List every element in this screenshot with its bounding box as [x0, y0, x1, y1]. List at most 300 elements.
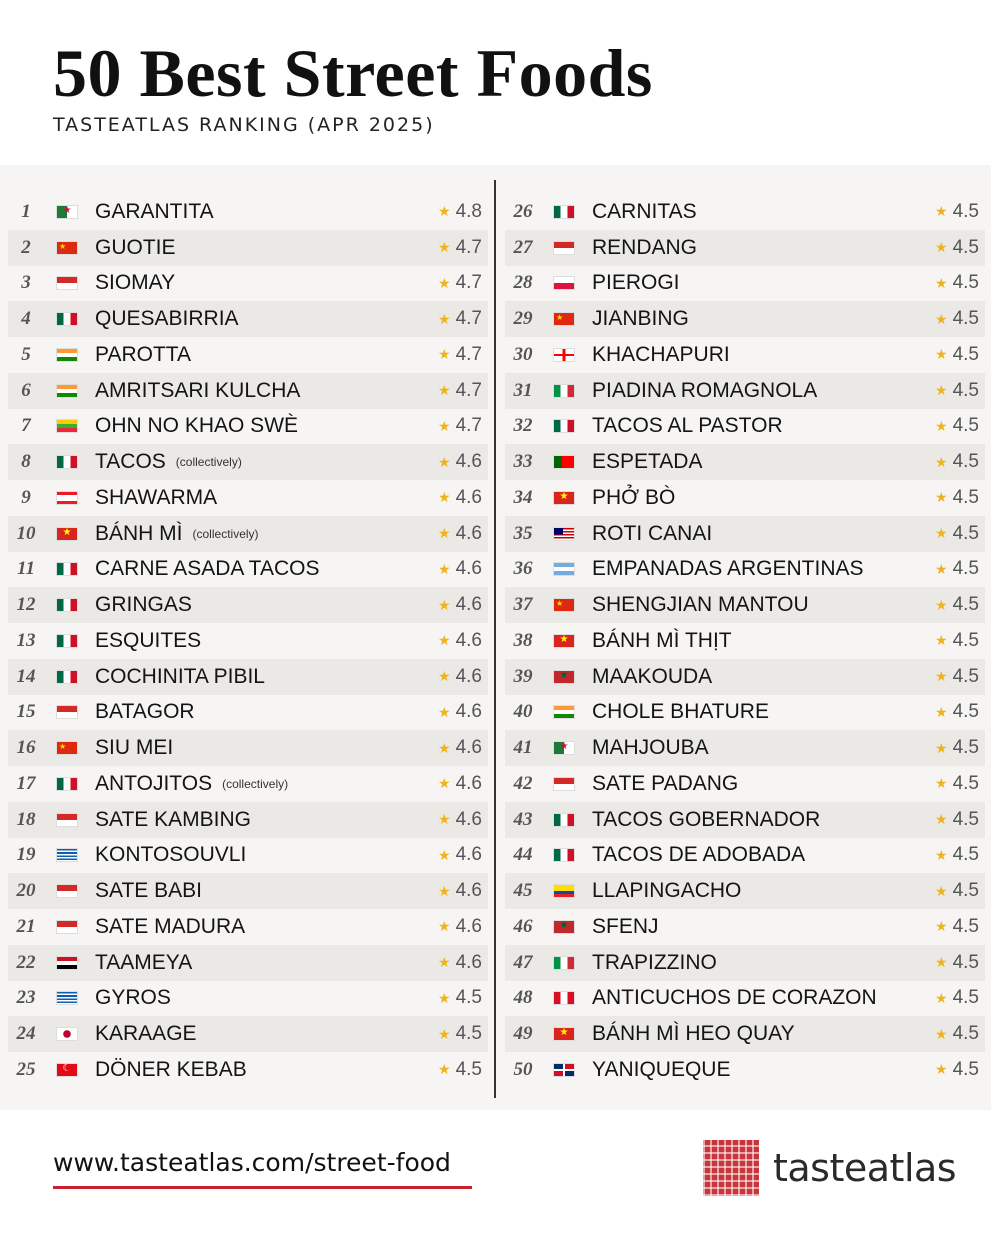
star-icon: ★ — [438, 739, 451, 756]
food-name: SATE BABI — [95, 879, 202, 903]
food-name: BATAGOR — [95, 700, 195, 724]
ranking-row — [8, 766, 488, 802]
rating — [935, 373, 979, 409]
ranking-row — [8, 838, 488, 874]
vietnam-flag: ★ — [56, 527, 78, 541]
rating — [438, 1016, 482, 1052]
star-icon: ★ — [438, 274, 451, 291]
star-icon: ★ — [438, 560, 451, 577]
rating — [438, 373, 482, 409]
rank-number: 45 — [513, 880, 533, 902]
rank-number: 28 — [513, 272, 533, 294]
rank-number: 11 — [17, 558, 35, 580]
brand-logo[interactable] — [703, 1140, 956, 1196]
rating-value: 4.5 — [952, 272, 979, 294]
food-name: TACOS DE ADOBADA — [592, 843, 806, 867]
indonesia-flag — [56, 920, 78, 934]
rank-number: 26 — [513, 200, 533, 222]
star-icon: ★ — [935, 310, 948, 327]
mexico-flag — [56, 777, 78, 791]
ranking-row — [8, 409, 488, 445]
rating-value: 4.7 — [455, 343, 482, 365]
mexico-flag — [56, 455, 78, 469]
rating-value: 4.5 — [952, 200, 979, 222]
food-name: KHACHAPURI — [592, 342, 730, 366]
star-icon: ★ — [935, 918, 948, 935]
indonesia-flag — [553, 777, 575, 791]
rank-number: 37 — [513, 594, 533, 616]
rating-value: 4.7 — [455, 272, 482, 294]
myanmar-flag — [56, 419, 78, 433]
china-flag: ★ — [56, 241, 78, 255]
china-flag: ★ — [553, 312, 575, 326]
food-name: CHOLE BHATURE — [592, 700, 769, 724]
rating-value: 4.6 — [455, 629, 482, 651]
rank-number: 34 — [513, 486, 533, 508]
rating-value: 4.5 — [952, 379, 979, 401]
algeria-flag: ★ — [553, 741, 575, 755]
ranking-column-right — [505, 194, 985, 1088]
star-icon: ★ — [935, 382, 948, 399]
star-icon: ★ — [935, 703, 948, 720]
star-icon: ★ — [438, 775, 451, 792]
rating — [438, 766, 482, 802]
rank-number: 23 — [16, 987, 36, 1009]
morocco-flag: ★ — [553, 670, 575, 684]
rating-value: 4.6 — [455, 558, 482, 580]
malaysia-flag — [553, 527, 575, 541]
food-name: AMRITSARI KULCHA — [95, 378, 301, 402]
india-flag — [56, 384, 78, 398]
georgia-flag — [553, 348, 575, 362]
ranking-row — [505, 552, 985, 588]
food-name: CARNE ASADA TACOS — [95, 557, 320, 581]
food-name: ROTI CANAI — [592, 521, 713, 545]
vietnam-flag: ★ — [553, 1027, 575, 1041]
rating — [438, 981, 482, 1017]
rating-value: 4.5 — [952, 880, 979, 902]
rating-value: 4.5 — [952, 987, 979, 1009]
ranking-column-left — [8, 194, 488, 1088]
rank-number: 8 — [21, 451, 31, 473]
star-icon: ★ — [935, 1025, 948, 1042]
vietnam-flag: ★ — [553, 634, 575, 648]
food-name: GUOTIE — [95, 235, 176, 259]
star-icon: ★ — [935, 811, 948, 828]
rank-number: 49 — [513, 1023, 533, 1045]
star-icon: ★ — [438, 811, 451, 828]
italy-flag — [553, 384, 575, 398]
rating — [935, 873, 979, 909]
rating — [438, 266, 482, 302]
star-icon: ★ — [935, 203, 948, 220]
rank-number: 31 — [513, 379, 533, 401]
indonesia-flag — [56, 276, 78, 290]
star-icon: ★ — [438, 382, 451, 399]
star-icon: ★ — [935, 846, 948, 863]
food-name: JIANBING — [592, 307, 689, 331]
rating — [935, 266, 979, 302]
rating — [935, 516, 979, 552]
rating — [438, 301, 482, 337]
peru-flag — [553, 991, 575, 1005]
star-icon: ★ — [935, 560, 948, 577]
star-icon: ★ — [935, 346, 948, 363]
star-icon: ★ — [438, 203, 451, 220]
star-icon: ★ — [438, 703, 451, 720]
indonesia-flag — [553, 241, 575, 255]
rating — [935, 1016, 979, 1052]
food-name: TACOS AL PASTOR — [592, 414, 783, 438]
rating — [935, 444, 979, 480]
star-icon: ★ — [438, 596, 451, 613]
rank-number: 19 — [16, 844, 36, 866]
rating — [438, 409, 482, 445]
ranking-row — [8, 730, 488, 766]
rating-value: 4.5 — [952, 1058, 979, 1080]
mexico-flag — [56, 562, 78, 576]
rating — [935, 802, 979, 838]
food-name: LLAPINGACHO — [592, 879, 742, 903]
rating-value: 4.6 — [455, 772, 482, 794]
ranking-row — [505, 909, 985, 945]
rating-value: 4.5 — [455, 987, 482, 1009]
rating-value: 4.5 — [952, 951, 979, 973]
ranking-row — [505, 945, 985, 981]
rank-number: 42 — [513, 772, 533, 794]
food-name: QUESABIRRIA — [95, 307, 239, 331]
food-name: BÁNH MÌ THỊT — [592, 628, 732, 652]
star-icon: ★ — [935, 668, 948, 685]
star-icon: ★ — [438, 989, 451, 1006]
rating — [438, 695, 482, 731]
rating — [438, 337, 482, 373]
ranking-row — [505, 480, 985, 516]
rating-value: 4.5 — [952, 415, 979, 437]
ranking-row — [8, 587, 488, 623]
rank-number: 17 — [16, 772, 36, 794]
ranking-row — [8, 981, 488, 1017]
rank-number: 4 — [21, 308, 31, 330]
rating-value: 4.5 — [952, 701, 979, 723]
star-icon: ★ — [438, 453, 451, 470]
ranking-row — [505, 337, 985, 373]
mexico-flag — [56, 598, 78, 612]
rating-value: 4.6 — [455, 701, 482, 723]
mexico-flag — [553, 419, 575, 433]
rank-number: 3 — [21, 272, 31, 294]
indonesia-flag — [56, 884, 78, 898]
ranking-row — [8, 1052, 488, 1088]
rank-number: 35 — [513, 522, 533, 544]
greece-flag — [56, 991, 78, 1005]
egypt-flag — [56, 956, 78, 970]
lebanon-flag — [56, 491, 78, 505]
ranking-row — [505, 695, 985, 731]
rating-value: 4.6 — [455, 880, 482, 902]
column-divider — [494, 180, 496, 1098]
star-icon: ★ — [438, 489, 451, 506]
ranking-row — [505, 373, 985, 409]
ranking-row — [8, 194, 488, 230]
rating-value: 4.6 — [455, 844, 482, 866]
rating-value: 4.5 — [952, 915, 979, 937]
rating — [935, 659, 979, 695]
ranking-row — [8, 480, 488, 516]
rank-number: 46 — [513, 915, 533, 937]
rank-number: 27 — [513, 236, 533, 258]
rating — [935, 1052, 979, 1088]
ranking-row — [8, 1016, 488, 1052]
food-name: MAHJOUBA — [592, 736, 709, 760]
food-name: KONTOSOUVLI — [95, 843, 247, 867]
ranking-row — [505, 802, 985, 838]
rank-number: 30 — [513, 343, 533, 365]
rating-value: 4.6 — [455, 951, 482, 973]
ranking-row — [505, 230, 985, 266]
rating-value: 4.7 — [455, 379, 482, 401]
italy-flag — [553, 956, 575, 970]
food-name: RENDANG — [592, 235, 698, 259]
rating — [935, 730, 979, 766]
rating-value: 4.5 — [455, 1058, 482, 1080]
portugal-flag — [553, 455, 575, 469]
rating-value: 4.7 — [455, 415, 482, 437]
food-name: YANIQUEQUE — [592, 1057, 731, 1081]
rating — [438, 516, 482, 552]
rank-number: 9 — [21, 486, 31, 508]
rating — [438, 1052, 482, 1088]
star-icon: ★ — [935, 417, 948, 434]
rank-number: 2 — [21, 236, 31, 258]
ranking-row — [505, 409, 985, 445]
ranking-row — [8, 695, 488, 731]
rank-number: 41 — [513, 737, 533, 759]
tasteatlas-logo-icon — [703, 1140, 759, 1196]
rating — [935, 409, 979, 445]
china-flag: ★ — [553, 598, 575, 612]
rating — [438, 659, 482, 695]
star-icon: ★ — [935, 1061, 948, 1078]
ranking-row — [8, 659, 488, 695]
greece-flag — [56, 848, 78, 862]
ranking-row — [505, 1052, 985, 1088]
rating-value: 4.5 — [952, 558, 979, 580]
ranking-row — [505, 587, 985, 623]
rating — [438, 480, 482, 516]
rank-number: 22 — [16, 951, 36, 973]
rating-value: 4.5 — [952, 665, 979, 687]
footer-underline — [53, 1186, 472, 1189]
ranking-row — [8, 266, 488, 302]
food-name: TACOS GOBERNADOR — [592, 807, 821, 831]
rating-value: 4.7 — [455, 236, 482, 258]
food-name: SATE KAMBING — [95, 807, 251, 831]
food-name: SHAWARMA — [95, 485, 218, 509]
rating-value: 4.5 — [952, 772, 979, 794]
rank-number: 18 — [16, 808, 36, 830]
star-icon: ★ — [438, 346, 451, 363]
china-flag: ★ — [56, 741, 78, 755]
ranking-row — [8, 873, 488, 909]
rank-number: 24 — [16, 1023, 36, 1045]
mexico-flag — [553, 813, 575, 827]
rating-value: 4.5 — [455, 1023, 482, 1045]
ranking-row — [505, 766, 985, 802]
rating — [935, 337, 979, 373]
rating-value: 4.6 — [455, 737, 482, 759]
rank-number: 25 — [16, 1058, 36, 1080]
rating — [438, 838, 482, 874]
ranking-row — [505, 730, 985, 766]
ecuador-flag — [553, 884, 575, 898]
rating-value: 4.6 — [455, 594, 482, 616]
ranking-row — [505, 516, 985, 552]
food-name: KARAAGE — [95, 1022, 197, 1046]
rating-value: 4.5 — [952, 1023, 979, 1045]
star-icon: ★ — [438, 310, 451, 327]
rank-number: 14 — [16, 665, 36, 687]
rating-value: 4.5 — [952, 451, 979, 473]
ranking-row — [8, 337, 488, 373]
rating — [935, 552, 979, 588]
rating — [935, 194, 979, 230]
rating-value: 4.5 — [952, 486, 979, 508]
rating-value: 4.6 — [455, 522, 482, 544]
food-name: CARNITAS — [592, 199, 697, 223]
rating-value: 4.8 — [455, 200, 482, 222]
food-name: SIOMAY — [95, 271, 176, 295]
ranking-row — [8, 945, 488, 981]
ranking-row — [8, 802, 488, 838]
rating-value: 4.6 — [455, 451, 482, 473]
rating-value: 4.5 — [952, 737, 979, 759]
rating — [935, 766, 979, 802]
rank-number: 5 — [21, 343, 31, 365]
footer-url-link[interactable]: www.tasteatlas.com/street-food — [53, 1148, 451, 1177]
ranking-row — [505, 659, 985, 695]
rank-number: 36 — [513, 558, 533, 580]
food-note: (collectively) — [222, 776, 289, 791]
ranking-row — [505, 444, 985, 480]
rank-number: 13 — [16, 629, 36, 651]
dominican-republic-flag — [553, 1063, 575, 1077]
rating-value: 4.5 — [952, 629, 979, 651]
rating — [935, 909, 979, 945]
star-icon: ★ — [438, 632, 451, 649]
rank-number: 1 — [21, 200, 31, 222]
rating — [438, 587, 482, 623]
rating — [935, 838, 979, 874]
vietnam-flag: ★ — [553, 491, 575, 505]
star-icon: ★ — [935, 274, 948, 291]
rank-number: 7 — [21, 415, 31, 437]
rank-number: 48 — [513, 987, 533, 1009]
rating-value: 4.6 — [455, 486, 482, 508]
rating-value: 4.5 — [952, 844, 979, 866]
star-icon: ★ — [935, 632, 948, 649]
morocco-flag: ★ — [553, 920, 575, 934]
rank-number: 21 — [16, 915, 36, 937]
food-name: ESPETADA — [592, 450, 703, 474]
rating-value: 4.5 — [952, 808, 979, 830]
rank-number: 39 — [513, 665, 533, 687]
food-name: OHN NO KHAO SWÈ — [95, 414, 299, 438]
india-flag — [553, 705, 575, 719]
ranking-row — [8, 909, 488, 945]
food-name: SATE PADANG — [592, 771, 739, 795]
star-icon: ★ — [935, 775, 948, 792]
star-icon: ★ — [438, 918, 451, 935]
food-name: PIADINA ROMAGNOLA — [592, 378, 818, 402]
food-name: MAAKOUDA — [592, 664, 713, 688]
food-name: DÖNER KEBAB — [95, 1057, 247, 1081]
rank-number: 40 — [513, 701, 533, 723]
rating — [438, 623, 482, 659]
rating-value: 4.5 — [952, 522, 979, 544]
rating-value: 4.5 — [952, 236, 979, 258]
rank-number: 10 — [16, 522, 36, 544]
indonesia-flag — [56, 813, 78, 827]
rank-number: 20 — [16, 880, 36, 902]
ranking-row — [505, 266, 985, 302]
page-title: 50 Best Street Foods — [53, 35, 653, 111]
rank-number: 43 — [513, 808, 533, 830]
rating — [935, 945, 979, 981]
food-name: SATE MADURA — [95, 914, 246, 938]
ranking-row — [8, 552, 488, 588]
rating — [438, 552, 482, 588]
food-name: ESQUITES — [95, 628, 202, 652]
rating — [935, 480, 979, 516]
rating — [438, 444, 482, 480]
star-icon: ★ — [935, 489, 948, 506]
food-note: (collectively) — [192, 526, 259, 541]
brand-name: tasteatlas — [773, 1146, 957, 1190]
ranking-row — [505, 838, 985, 874]
header — [53, 30, 653, 136]
rating-value: 4.7 — [455, 308, 482, 330]
food-name: ANTOJITOS — [95, 771, 213, 795]
star-icon: ★ — [438, 1061, 451, 1078]
ranking-row — [8, 623, 488, 659]
rating — [438, 873, 482, 909]
algeria-flag: ★ — [56, 205, 78, 219]
food-name: COCHINITA PIBIL — [95, 664, 265, 688]
rank-number: 38 — [513, 629, 533, 651]
ranking-row — [505, 1016, 985, 1052]
ranking-row — [8, 301, 488, 337]
food-name: SHENGJIAN MANTOU — [592, 593, 809, 617]
rating-value: 4.6 — [455, 915, 482, 937]
food-name: GRINGAS — [95, 593, 192, 617]
turkey-flag: ☾ — [56, 1063, 78, 1077]
ranking-row — [8, 230, 488, 266]
star-icon: ★ — [935, 954, 948, 971]
rating — [438, 730, 482, 766]
star-icon: ★ — [438, 954, 451, 971]
rating-value: 4.5 — [952, 308, 979, 330]
rank-number: 32 — [513, 415, 533, 437]
food-name: TRAPIZZINO — [592, 950, 717, 974]
food-name: PAROTTA — [95, 342, 192, 366]
rating — [438, 909, 482, 945]
ranking-row — [8, 373, 488, 409]
star-icon: ★ — [438, 417, 451, 434]
rank-number: 47 — [513, 951, 533, 973]
star-icon: ★ — [438, 239, 451, 256]
food-name: ANTICUCHOS DE CORAZON — [592, 986, 877, 1010]
